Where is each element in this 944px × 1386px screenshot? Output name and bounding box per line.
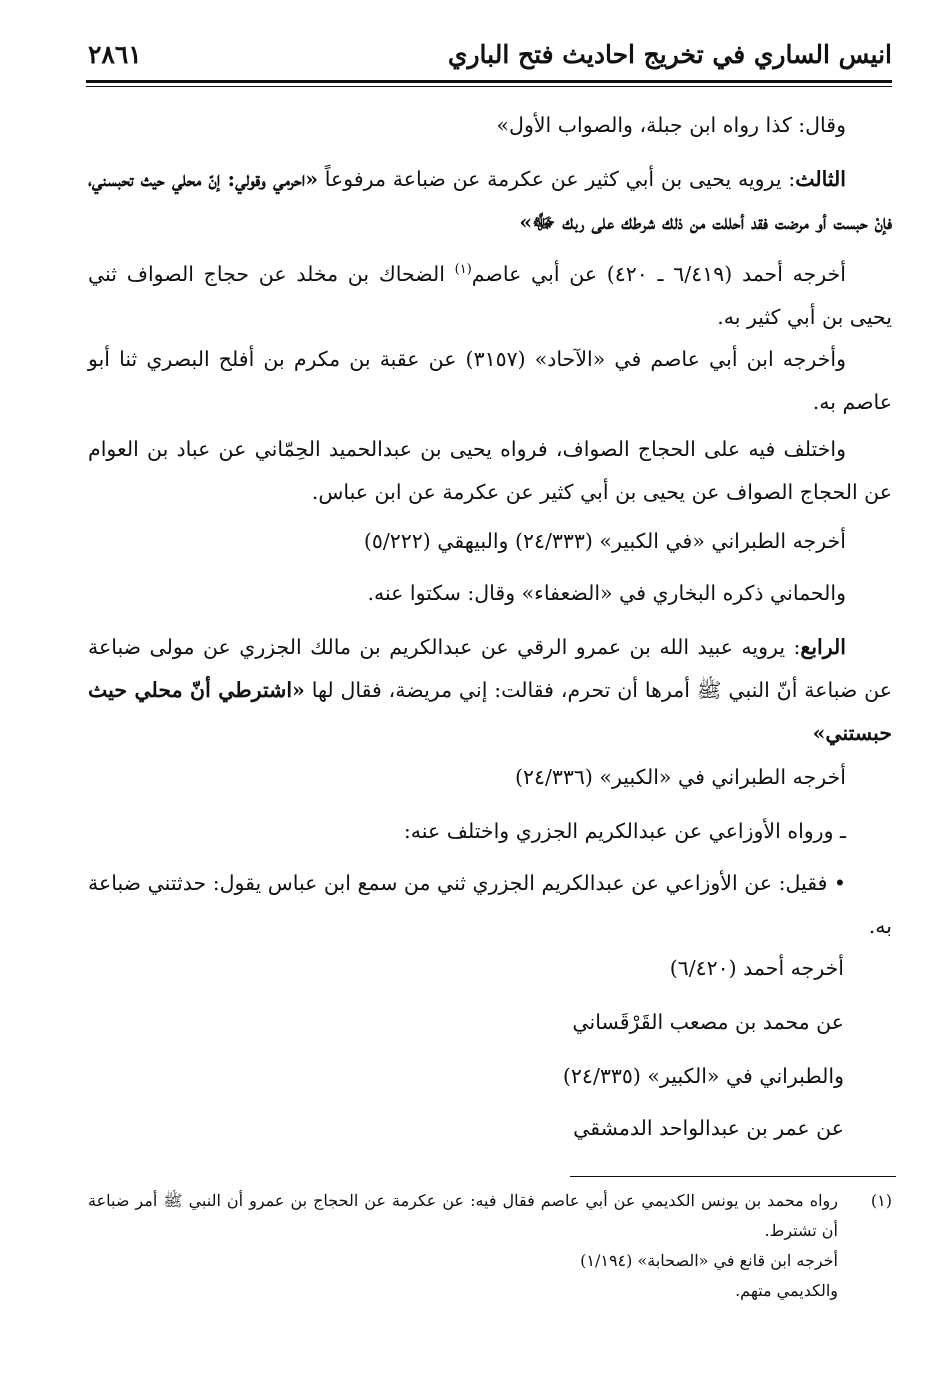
- paragraph-4: [88, 338, 892, 424]
- paragraph-1: [88, 104, 892, 147]
- paragraph-2-text: : يرويه يحيى بن أبي كثير عن عكرمة عن ضباعة مرفوعاً: [318, 167, 796, 191]
- footnote-text-1: رواه محمد بن يونس الكديمي عن أبي عاصم فقال فيه: عن عكرمة عن الحجاج بن عمرو أن النبي ﷺ أمر ضباعة أن تشترط.: [88, 1191, 838, 1240]
- paragraph-2: [88, 158, 892, 244]
- paragraph-9: [88, 756, 892, 799]
- paragraph-3-text-a: أخرجه أحمد (٦/٤١٩ ـ ٤٢٠) عن أبي عاصم: [471, 261, 846, 286]
- running-header-title: انيس الساري في تخريج احاديث فتح الباري: [447, 40, 892, 69]
- paragraph-6-text: أخرجه الطبراني «في الكبير» (٢٤/٣٣٣) والبيهقي (٥/٢٢٢): [363, 529, 846, 553]
- header-rule-thin: [86, 86, 892, 87]
- paragraph-1-text: وقال: كذا رواه ابن جبلة، والصواب الأول»: [496, 113, 846, 137]
- paragraph-7-text: والحماني ذكره البخاري في «الضعفاء» وقال: سكتوا عنه.: [367, 581, 846, 605]
- source-line-2: عن محمد بن مصعب القَرْقَساني: [572, 1010, 844, 1034]
- paragraph-7: [88, 572, 892, 615]
- footnote-text-3: والكديمي متهم.: [735, 1281, 838, 1300]
- source-line-4: عن عمر بن عبدالواحد الدمشقي: [573, 1116, 844, 1140]
- paragraph-6: [88, 520, 892, 563]
- footnote-text-2: أخرجه ابن قانع في «الصحابة» (١/١٩٤): [580, 1251, 838, 1270]
- paragraph-9-text: أخرجه الطبراني في «الكبير» (٢٤/٣٣٦): [514, 765, 846, 789]
- page-number: ٢٨٦١: [88, 40, 142, 69]
- source-line-1: أخرجه أحمد (٦/٤٢٠): [669, 956, 844, 980]
- paragraph-2-hadith: «احرمي وقولي: إنّ محلي حيث تحبسني، فإنْ حبست أو مرضت فقد أحللت من ذلك شرطك على ربك ﷻ»: [88, 167, 892, 234]
- paragraph-11-text: • فقيل: عن الأوزاعي عن عبدالكريم الجزري ثني من سمع ابن عباس يقول: حدثتني ضباعة به.: [88, 871, 892, 938]
- header-rule: [86, 80, 892, 83]
- source-line-3: والطبراني في «الكبير» (٢٤/٣٣٥): [562, 1064, 844, 1088]
- paragraph-8-label: الرابع: [800, 635, 846, 659]
- paragraph-3: [88, 248, 892, 339]
- footnote-separator: [570, 1176, 896, 1177]
- footnote: [88, 1186, 892, 1306]
- paragraph-10-text: ـ ورواه الأوزاعي عن عبدالكريم الجزري واختلف عنه:: [403, 819, 846, 843]
- paragraph-5: [88, 428, 892, 514]
- paragraph-5-text: واختلف فيه على الحجاج الصواف، فرواه يحيى بن عبدالحميد الحِمّاني عن عباد بن العوام عن الحجاج الصواف عن يحيى بن أبي كثير عن عكرمة عن ابن عباس.: [88, 437, 892, 504]
- paragraph-2-label: الثالث: [795, 167, 846, 191]
- footnote-ref: (١): [454, 262, 472, 277]
- paragraph-3-text-b: الضحاك بن مخلد عن حجاج الصواف ثني يحيى بن أبي كثير به.: [88, 261, 892, 329]
- paragraph-4-text: وأخرجه ابن أبي عاصم في «الآحاد» (٣١٥٧) عن عقبة بن مكرم بن أفلح البصري ثنا أبو عاصم به.: [88, 347, 892, 414]
- paragraph-10: [88, 810, 892, 853]
- paragraph-11: [88, 862, 892, 948]
- paragraph-8: [88, 626, 892, 755]
- paragraph-8-text: : يرويه عبيد الله بن عمرو الرقي عن عبدالكريم بن مالك الجزري عن مولى ضباعة عن ضباعة أنّ النبي ﷺ أمرها أن تحرم، فقالت: إني مريضة، فقال لها: [88, 635, 893, 702]
- footnote-number: (١): [870, 1191, 892, 1210]
- paragraph-8-hadith: «اشترطي أنّ محلي حيث حبستني»: [88, 678, 892, 745]
